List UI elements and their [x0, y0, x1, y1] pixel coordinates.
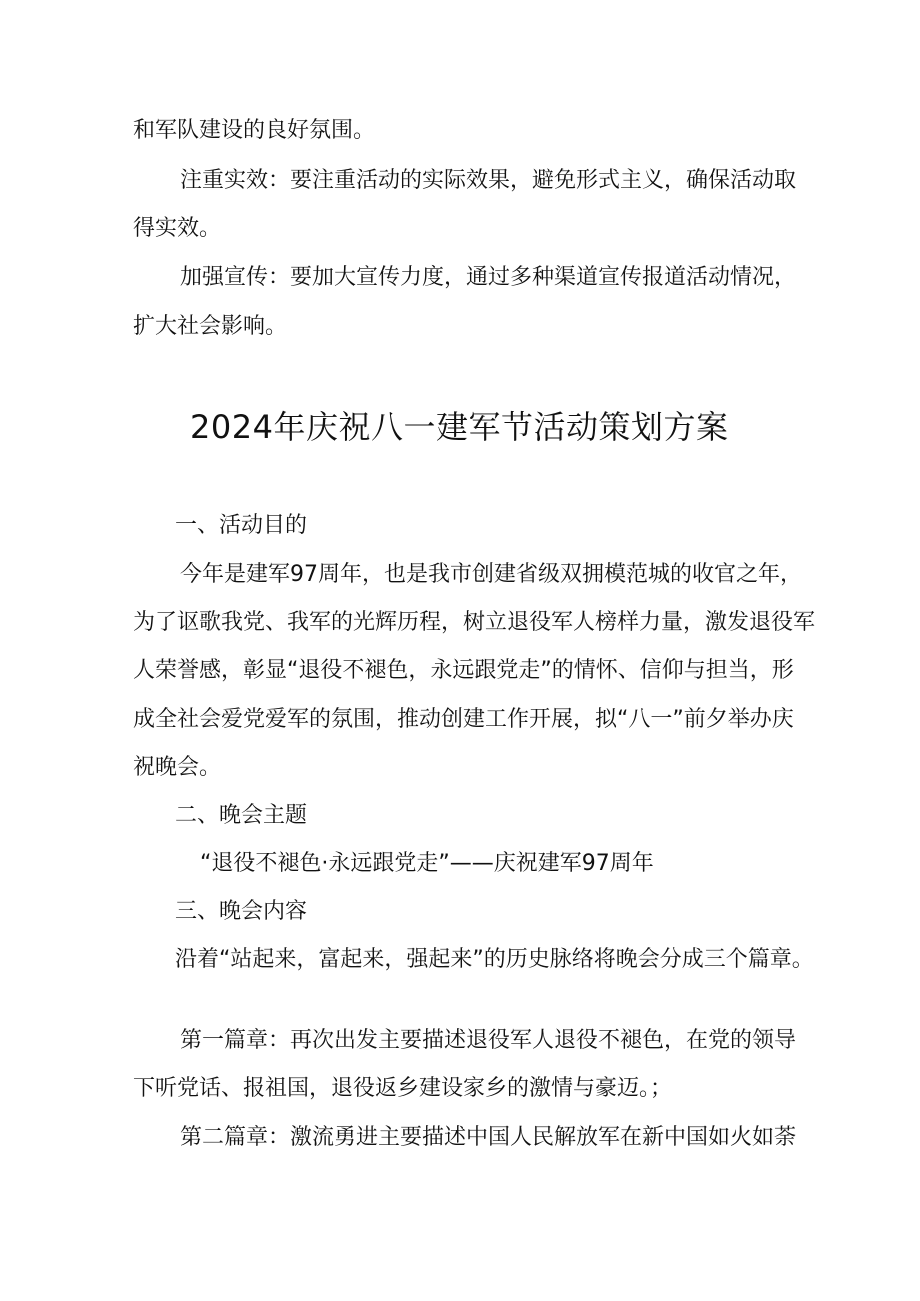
chapter-1-line-1: 第一篇章：再次出发主要描述退役军人退役不褪色，在党的领导	[180, 1028, 797, 1053]
chapter-2-line-1: 第二篇章：激流勇进主要描述中国人民解放军在新中国如火如荼	[180, 1125, 797, 1150]
section-1-line-3: 人荣誉感，彰显“退役不褪色，永远跟党走”的情怀、信仰与担当，形	[133, 658, 794, 683]
document-title: 2024年庆祝八一建军节活动策划方案	[190, 408, 729, 446]
intro-line-3: 得实效。	[133, 216, 222, 241]
section-2-heading: 二、晚会主题	[175, 803, 308, 828]
intro-line-2: 注重实效：要注重活动的实际效果，避免形式主义，确保活动取	[180, 168, 797, 193]
chapter-1-line-2: 下听党话、报祖国，退役返乡建设家乡的激情与豪迈。；	[133, 1076, 673, 1101]
section-3-heading: 三、晚会内容	[175, 899, 308, 924]
section-1-heading: 一、活动目的	[175, 513, 308, 538]
intro-line-5: 扩大社会影响。	[133, 314, 288, 339]
section-1-line-1: 今年是建军97周年，也是我市创建省级双拥模范城的收官之年，	[180, 562, 802, 587]
section-1-line-5: 祝晚会。	[133, 755, 222, 780]
section-1-line-2: 为了讴歌我党、我军的光辉历程，树立退役军人榜样力量，激发退役军	[133, 610, 816, 635]
section-2-theme: “退役不褪色·永远跟党走”——庆祝建军97周年	[200, 851, 654, 876]
intro-line-1: 和军队建设的良好氛围。	[133, 118, 376, 143]
section-1-line-4: 成全社会爱党爱军的氛围，推动创建工作开展，拟“八一”前夕举办庆	[133, 707, 794, 732]
section-3-intro: 沿着“站起来，富起来，强起来”的历史脉络将晚会分成三个篇章。	[175, 947, 814, 972]
intro-line-4: 加强宣传：要加大宣传力度，通过多种渠道宣传报道活动情况，	[180, 265, 797, 290]
